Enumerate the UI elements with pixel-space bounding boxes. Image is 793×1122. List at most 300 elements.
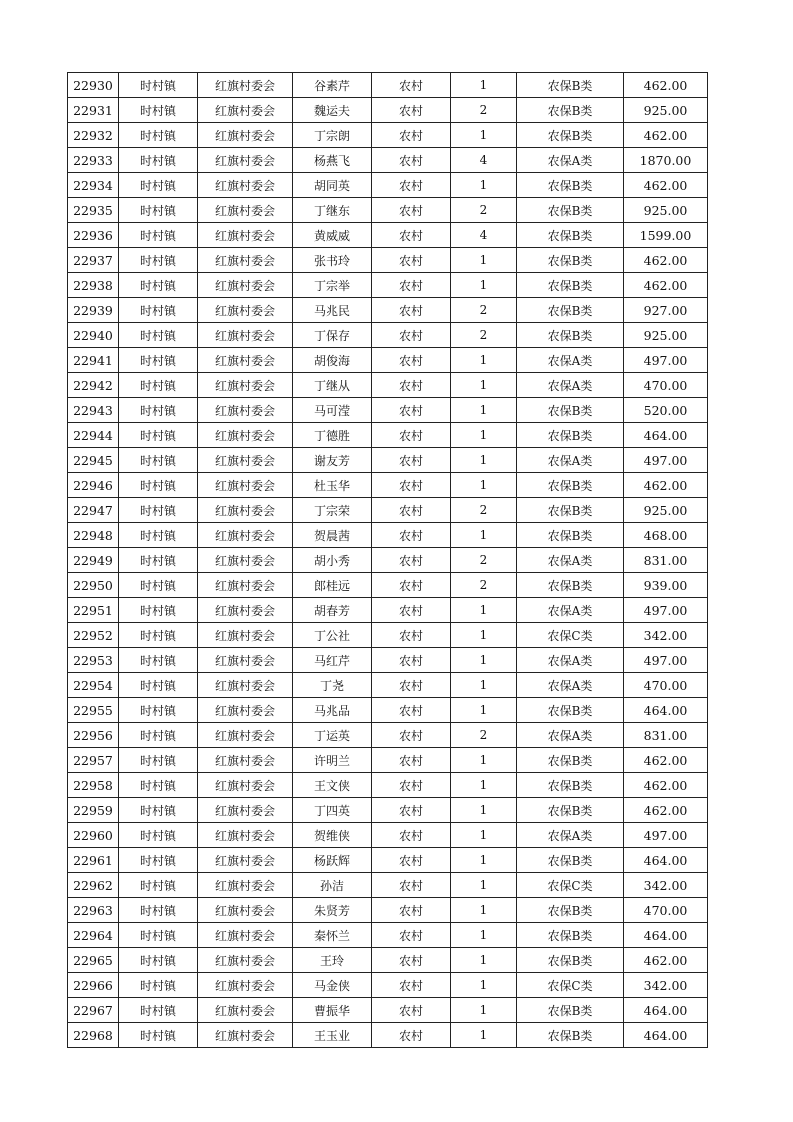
name-cell: 马兆品 [293,698,372,723]
amount-cell: 462.00 [624,798,708,823]
area-type-cell: 农村 [372,748,451,773]
amount-cell: 497.00 [624,823,708,848]
household-count-cell: 1 [451,173,517,198]
table-row [68,573,708,598]
household-count-cell: 1 [451,423,517,448]
amount-cell: 1599.00 [624,223,708,248]
area-type-cell: 农村 [372,1023,451,1048]
town-cell: 时村镇 [119,998,198,1023]
record-id: 22962 [68,873,119,898]
name-cell: 马红芹 [293,648,372,673]
household-count-cell: 1 [451,273,517,298]
village-committee-cell: 红旗村委会 [198,673,293,698]
town-cell: 时村镇 [119,673,198,698]
area-type-cell: 农村 [372,73,451,98]
area-type-cell: 农村 [372,823,451,848]
household-count-cell: 2 [451,298,517,323]
table-row [68,248,708,273]
name-cell: 杨跃辉 [293,848,372,873]
insurance-category-cell: 农保B类 [517,498,624,523]
household-count-cell: 2 [451,548,517,573]
insurance-category-cell: 农保B类 [517,398,624,423]
amount-cell: 462.00 [624,123,708,148]
record-id: 22961 [68,848,119,873]
household-count-cell: 1 [451,698,517,723]
village-committee-cell: 红旗村委会 [198,573,293,598]
household-count-cell: 4 [451,148,517,173]
amount-cell: 342.00 [624,623,708,648]
record-id: 22965 [68,948,119,973]
area-type-cell: 农村 [372,548,451,573]
area-type-cell: 农村 [372,498,451,523]
town-cell: 时村镇 [119,198,198,223]
name-cell: 王玲 [293,948,372,973]
table-row [68,198,708,223]
amount-cell: 462.00 [624,248,708,273]
record-id: 22941 [68,348,119,373]
household-count-cell: 1 [451,848,517,873]
record-id: 22946 [68,473,119,498]
town-cell: 时村镇 [119,498,198,523]
insurance-category-cell: 农保B类 [517,298,624,323]
household-count-cell: 2 [451,98,517,123]
record-id: 22955 [68,698,119,723]
table-row [68,623,708,648]
record-id: 22935 [68,198,119,223]
town-cell: 时村镇 [119,323,198,348]
record-id: 22956 [68,723,119,748]
village-committee-cell: 红旗村委会 [198,198,293,223]
amount-cell: 462.00 [624,748,708,773]
area-type-cell: 农村 [372,848,451,873]
table-row [68,973,708,998]
insurance-category-cell: 农保B类 [517,848,624,873]
name-cell: 王文侠 [293,773,372,798]
village-committee-cell: 红旗村委会 [198,898,293,923]
area-type-cell: 农村 [372,223,451,248]
name-cell: 丁继从 [293,373,372,398]
name-cell: 许明兰 [293,748,372,773]
record-id: 22958 [68,773,119,798]
amount-cell: 470.00 [624,673,708,698]
village-committee-cell: 红旗村委会 [198,223,293,248]
records-table-body [68,73,708,1048]
table-row [68,373,708,398]
village-committee-cell: 红旗村委会 [198,273,293,298]
town-cell: 时村镇 [119,373,198,398]
town-cell: 时村镇 [119,598,198,623]
area-type-cell: 农村 [372,148,451,173]
records-table [67,72,708,1048]
town-cell: 时村镇 [119,973,198,998]
town-cell: 时村镇 [119,173,198,198]
town-cell: 时村镇 [119,923,198,948]
area-type-cell: 农村 [372,98,451,123]
household-count-cell: 1 [451,348,517,373]
table-row [68,223,708,248]
insurance-category-cell: 农保C类 [517,873,624,898]
town-cell: 时村镇 [119,848,198,873]
table-row [68,523,708,548]
village-committee-cell: 红旗村委会 [198,1023,293,1048]
town-cell: 时村镇 [119,648,198,673]
household-count-cell: 1 [451,73,517,98]
record-id: 22966 [68,973,119,998]
area-type-cell: 农村 [372,423,451,448]
town-cell: 时村镇 [119,148,198,173]
village-committee-cell: 红旗村委会 [198,173,293,198]
record-id: 22952 [68,623,119,648]
record-id: 22947 [68,498,119,523]
insurance-category-cell: 农保B类 [517,223,624,248]
town-cell: 时村镇 [119,248,198,273]
table-row [68,348,708,373]
insurance-category-cell: 农保B类 [517,198,624,223]
insurance-category-cell: 农保A类 [517,648,624,673]
town-cell: 时村镇 [119,823,198,848]
record-id: 22944 [68,423,119,448]
area-type-cell: 农村 [372,198,451,223]
village-committee-cell: 红旗村委会 [198,148,293,173]
insurance-category-cell: 农保A类 [517,448,624,473]
amount-cell: 462.00 [624,173,708,198]
record-id: 22964 [68,923,119,948]
record-id: 22940 [68,323,119,348]
table-row [68,473,708,498]
village-committee-cell: 红旗村委会 [198,123,293,148]
household-count-cell: 1 [451,748,517,773]
name-cell: 谷素芹 [293,73,372,98]
table-row [68,698,708,723]
record-id: 22951 [68,598,119,623]
village-committee-cell: 红旗村委会 [198,848,293,873]
amount-cell: 462.00 [624,948,708,973]
record-id: 22938 [68,273,119,298]
area-type-cell: 农村 [372,773,451,798]
village-committee-cell: 红旗村委会 [198,598,293,623]
insurance-category-cell: 农保B类 [517,748,624,773]
village-committee-cell: 红旗村委会 [198,323,293,348]
table-row [68,673,708,698]
table-row [68,748,708,773]
town-cell: 时村镇 [119,98,198,123]
town-cell: 时村镇 [119,273,198,298]
insurance-category-cell: 农保B类 [517,898,624,923]
table-row [68,773,708,798]
area-type-cell: 农村 [372,373,451,398]
insurance-category-cell: 农保A类 [517,723,624,748]
amount-cell: 464.00 [624,923,708,948]
insurance-category-cell: 农保A类 [517,673,624,698]
amount-cell: 342.00 [624,973,708,998]
area-type-cell: 农村 [372,248,451,273]
insurance-category-cell: 农保B类 [517,73,624,98]
household-count-cell: 1 [451,873,517,898]
insurance-category-cell: 农保B类 [517,923,624,948]
village-committee-cell: 红旗村委会 [198,648,293,673]
insurance-category-cell: 农保C类 [517,623,624,648]
name-cell: 胡春芳 [293,598,372,623]
town-cell: 时村镇 [119,398,198,423]
name-cell: 胡俊海 [293,348,372,373]
amount-cell: 925.00 [624,323,708,348]
insurance-category-cell: 农保A类 [517,598,624,623]
record-id: 22953 [68,648,119,673]
household-count-cell: 1 [451,473,517,498]
insurance-category-cell: 农保B类 [517,123,624,148]
table-row [68,1023,708,1048]
area-type-cell: 农村 [372,298,451,323]
record-id: 22936 [68,223,119,248]
table-row [68,723,708,748]
village-committee-cell: 红旗村委会 [198,973,293,998]
household-count-cell: 1 [451,373,517,398]
insurance-category-cell: 农保B类 [517,698,624,723]
town-cell: 时村镇 [119,723,198,748]
insurance-category-cell: 农保B类 [517,473,624,498]
household-count-cell: 1 [451,798,517,823]
table-row [68,123,708,148]
amount-cell: 927.00 [624,298,708,323]
record-id: 22930 [68,73,119,98]
household-count-cell: 1 [451,948,517,973]
amount-cell: 462.00 [624,73,708,98]
area-type-cell: 农村 [372,873,451,898]
household-count-cell: 1 [451,673,517,698]
area-type-cell: 农村 [372,398,451,423]
insurance-category-cell: 农保B类 [517,173,624,198]
village-committee-cell: 红旗村委会 [198,923,293,948]
area-type-cell: 农村 [372,598,451,623]
record-id: 22957 [68,748,119,773]
name-cell: 黄威威 [293,223,372,248]
table-row [68,498,708,523]
area-type-cell: 农村 [372,648,451,673]
village-committee-cell: 红旗村委会 [198,748,293,773]
name-cell: 丁宗朗 [293,123,372,148]
table-row [68,948,708,973]
amount-cell: 470.00 [624,898,708,923]
village-committee-cell: 红旗村委会 [198,823,293,848]
table-row [68,648,708,673]
insurance-category-cell: 农保B类 [517,423,624,448]
household-count-cell: 4 [451,223,517,248]
household-count-cell: 2 [451,573,517,598]
village-committee-cell: 红旗村委会 [198,98,293,123]
town-cell: 时村镇 [119,773,198,798]
village-committee-cell: 红旗村委会 [198,548,293,573]
insurance-category-cell: 农保B类 [517,98,624,123]
amount-cell: 462.00 [624,473,708,498]
area-type-cell: 农村 [372,948,451,973]
name-cell: 丁德胜 [293,423,372,448]
record-id: 22950 [68,573,119,598]
household-count-cell: 1 [451,248,517,273]
table-row [68,98,708,123]
amount-cell: 497.00 [624,598,708,623]
record-id: 22960 [68,823,119,848]
town-cell: 时村镇 [119,623,198,648]
area-type-cell: 农村 [372,173,451,198]
name-cell: 丁宗荣 [293,498,372,523]
table-row [68,323,708,348]
amount-cell: 497.00 [624,648,708,673]
area-type-cell: 农村 [372,273,451,298]
amount-cell: 464.00 [624,998,708,1023]
record-id: 22949 [68,548,119,573]
table-row [68,548,708,573]
table-row [68,448,708,473]
table-row [68,873,708,898]
household-count-cell: 2 [451,323,517,348]
record-id: 22943 [68,398,119,423]
household-count-cell: 1 [451,898,517,923]
village-committee-cell: 红旗村委会 [198,298,293,323]
name-cell: 杜玉华 [293,473,372,498]
record-id: 22934 [68,173,119,198]
name-cell: 马金侠 [293,973,372,998]
village-committee-cell: 红旗村委会 [198,723,293,748]
insurance-category-cell: 农保B类 [517,523,624,548]
name-cell: 丁宗举 [293,273,372,298]
amount-cell: 470.00 [624,373,708,398]
area-type-cell: 农村 [372,623,451,648]
name-cell: 谢友芳 [293,448,372,473]
name-cell: 曹振华 [293,998,372,1023]
record-id: 22939 [68,298,119,323]
table-row [68,298,708,323]
household-count-cell: 1 [451,773,517,798]
area-type-cell: 农村 [372,348,451,373]
town-cell: 时村镇 [119,548,198,573]
insurance-category-cell: 农保A类 [517,373,624,398]
name-cell: 丁保存 [293,323,372,348]
amount-cell: 925.00 [624,498,708,523]
amount-cell: 831.00 [624,723,708,748]
area-type-cell: 农村 [372,573,451,598]
village-committee-cell: 红旗村委会 [198,948,293,973]
village-committee-cell: 红旗村委会 [198,348,293,373]
village-committee-cell: 红旗村委会 [198,698,293,723]
village-committee-cell: 红旗村委会 [198,473,293,498]
record-id: 22931 [68,98,119,123]
table-row [68,173,708,198]
table-row [68,73,708,98]
table-row [68,423,708,448]
area-type-cell: 农村 [372,448,451,473]
table-row [68,923,708,948]
name-cell: 贺晨茜 [293,523,372,548]
record-id: 22948 [68,523,119,548]
area-type-cell: 农村 [372,473,451,498]
town-cell: 时村镇 [119,898,198,923]
insurance-category-cell: 农保B类 [517,1023,624,1048]
area-type-cell: 农村 [372,523,451,548]
village-committee-cell: 红旗村委会 [198,73,293,98]
area-type-cell: 农村 [372,673,451,698]
village-committee-cell: 红旗村委会 [198,873,293,898]
table-row [68,898,708,923]
town-cell: 时村镇 [119,748,198,773]
table-row [68,823,708,848]
household-count-cell: 1 [451,823,517,848]
insurance-category-cell: 农保B类 [517,323,624,348]
town-cell: 时村镇 [119,873,198,898]
village-committee-cell: 红旗村委会 [198,523,293,548]
name-cell: 郎桂远 [293,573,372,598]
village-committee-cell: 红旗村委会 [198,248,293,273]
amount-cell: 468.00 [624,523,708,548]
amount-cell: 925.00 [624,198,708,223]
name-cell: 胡小秀 [293,548,372,573]
insurance-category-cell: 农保A类 [517,348,624,373]
name-cell: 马兆民 [293,298,372,323]
household-count-cell: 1 [451,448,517,473]
name-cell: 胡同英 [293,173,372,198]
name-cell: 丁四英 [293,798,372,823]
household-count-cell: 1 [451,648,517,673]
area-type-cell: 农村 [372,923,451,948]
record-id: 22968 [68,1023,119,1048]
town-cell: 时村镇 [119,348,198,373]
insurance-category-cell: 农保B类 [517,573,624,598]
household-count-cell: 2 [451,198,517,223]
amount-cell: 462.00 [624,273,708,298]
town-cell: 时村镇 [119,698,198,723]
table-row [68,848,708,873]
table-row [68,598,708,623]
record-id: 22959 [68,798,119,823]
area-type-cell: 农村 [372,123,451,148]
insurance-category-cell: 农保B类 [517,248,624,273]
amount-cell: 497.00 [624,348,708,373]
record-id: 22963 [68,898,119,923]
record-id: 22945 [68,448,119,473]
town-cell: 时村镇 [119,73,198,98]
town-cell: 时村镇 [119,573,198,598]
record-id: 22954 [68,673,119,698]
village-committee-cell: 红旗村委会 [198,498,293,523]
insurance-category-cell: 农保A类 [517,548,624,573]
amount-cell: 520.00 [624,398,708,423]
table-row [68,998,708,1023]
record-id: 22932 [68,123,119,148]
amount-cell: 464.00 [624,1023,708,1048]
name-cell: 杨燕飞 [293,148,372,173]
insurance-category-cell: 农保B类 [517,773,624,798]
name-cell: 马可滢 [293,398,372,423]
amount-cell: 497.00 [624,448,708,473]
town-cell: 时村镇 [119,948,198,973]
household-count-cell: 1 [451,398,517,423]
insurance-category-cell: 农保A类 [517,823,624,848]
amount-cell: 464.00 [624,848,708,873]
amount-cell: 939.00 [624,573,708,598]
name-cell: 孙洁 [293,873,372,898]
name-cell: 贺维侠 [293,823,372,848]
insurance-category-cell: 农保B类 [517,798,624,823]
amount-cell: 1870.00 [624,148,708,173]
village-committee-cell: 红旗村委会 [198,373,293,398]
name-cell: 朱贤芳 [293,898,372,923]
household-count-cell: 1 [451,623,517,648]
village-committee-cell: 红旗村委会 [198,448,293,473]
household-count-cell: 1 [451,523,517,548]
name-cell: 秦怀兰 [293,923,372,948]
village-committee-cell: 红旗村委会 [198,398,293,423]
village-committee-cell: 红旗村委会 [198,998,293,1023]
record-id: 22937 [68,248,119,273]
